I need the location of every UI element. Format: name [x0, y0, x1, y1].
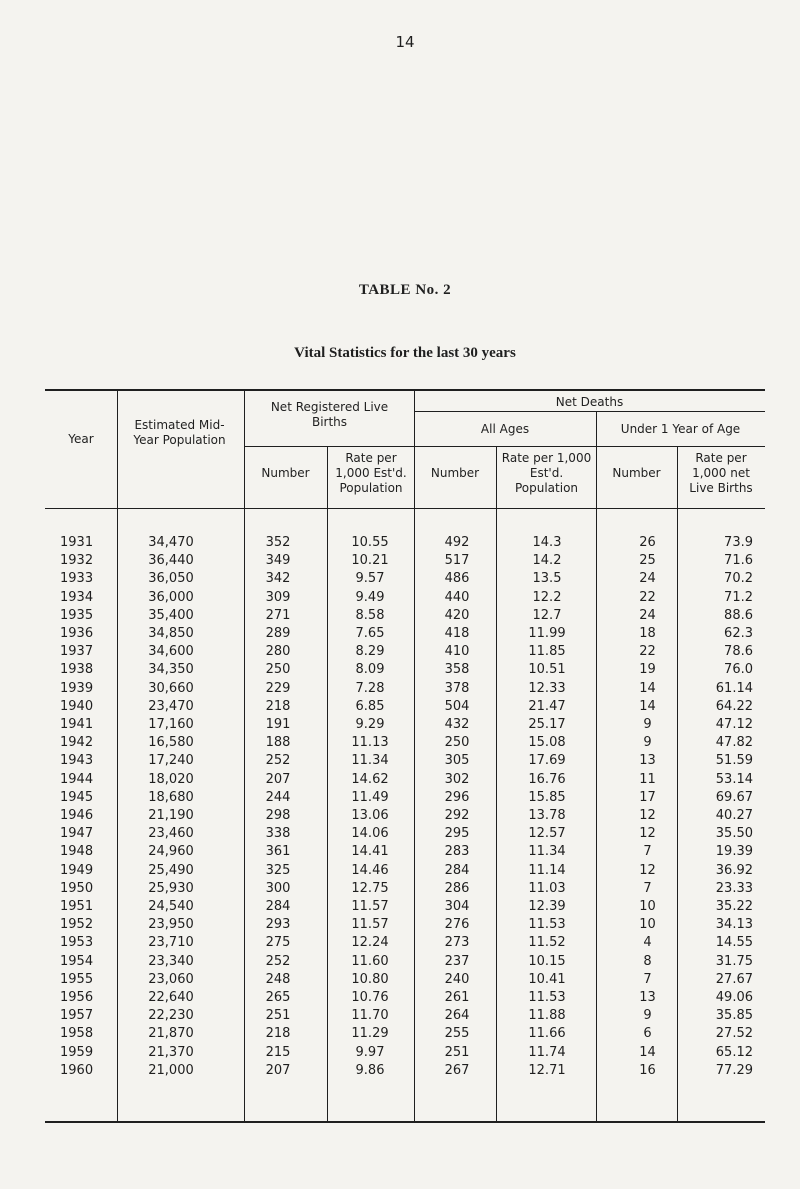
cell-death-rate: 11.34 — [528, 844, 566, 859]
table-header-rule — [45, 508, 765, 509]
cell-births: 309 — [265, 590, 291, 605]
cell-year: 1946 — [60, 808, 94, 823]
cell-infant-rate: 14.55 — [715, 935, 753, 950]
cell-birth-rate: 9.57 — [355, 571, 385, 586]
cell-births: 250 — [265, 662, 291, 677]
cell-infant-rate: 62.3 — [724, 626, 753, 641]
cell-birth-rate: 9.97 — [355, 1045, 385, 1060]
cell-deaths: 284 — [444, 863, 470, 878]
cell-birth-rate: 8.29 — [355, 644, 385, 659]
cell-year: 1945 — [60, 790, 94, 805]
cell-deaths: 264 — [444, 1008, 470, 1023]
cell-year: 1931 — [60, 535, 94, 550]
cell-death-rate: 13.5 — [532, 571, 562, 586]
cell-infant-rate: 71.2 — [724, 590, 753, 605]
cell-infant-deaths: 7 — [643, 881, 652, 896]
cell-population: 36,000 — [148, 590, 194, 605]
cell-death-rate: 11.85 — [528, 644, 566, 659]
cell-deaths: 261 — [444, 990, 470, 1005]
page-number: 14 — [395, 33, 415, 51]
cell-population: 30,660 — [148, 681, 194, 696]
births-group-rule — [244, 446, 414, 447]
cell-infant-rate: 53.14 — [715, 772, 753, 787]
cell-infant-deaths: 17 — [639, 790, 656, 805]
cell-infant-rate: 47.82 — [715, 735, 753, 750]
cell-death-rate: 10.51 — [528, 662, 566, 677]
cell-deaths: 492 — [444, 535, 470, 550]
cell-deaths: 358 — [444, 662, 470, 677]
cell-infant-rate: 69.67 — [715, 790, 753, 805]
cell-death-rate: 14.2 — [532, 553, 562, 568]
cell-death-rate: 25.17 — [528, 717, 566, 732]
cell-year: 1944 — [60, 772, 94, 787]
cell-population: 35,400 — [148, 608, 194, 623]
cell-infant-rate: 76.0 — [724, 662, 753, 677]
cell-infant-deaths: 26 — [639, 535, 656, 550]
cell-infant-rate: 65.12 — [715, 1045, 753, 1060]
table-row — [45, 644, 765, 660]
cell-birth-rate: 11.70 — [351, 1008, 389, 1023]
cell-births: 275 — [265, 935, 291, 950]
cell-death-rate: 17.69 — [528, 753, 566, 768]
cell-population: 23,470 — [148, 699, 194, 714]
cell-deaths: 517 — [444, 553, 470, 568]
cell-population: 22,640 — [148, 990, 194, 1005]
cell-births: 284 — [265, 899, 291, 914]
cell-population: 22,230 — [148, 1008, 194, 1023]
cell-deaths: 440 — [444, 590, 470, 605]
cell-infant-deaths: 8 — [643, 954, 652, 969]
cell-infant-rate: 35.50 — [715, 826, 753, 841]
cell-infant-deaths: 10 — [639, 899, 656, 914]
header-infant-rate: Rate per 1,000 net Live Births — [689, 451, 753, 495]
cell-infant-deaths: 12 — [639, 863, 656, 878]
cell-births: 338 — [265, 826, 291, 841]
table-row — [45, 1045, 765, 1061]
cell-infant-deaths: 22 — [639, 644, 656, 659]
cell-population: 23,060 — [148, 972, 194, 987]
cell-infant-deaths: 9 — [643, 1008, 652, 1023]
cell-population: 36,050 — [148, 571, 194, 586]
cell-infant-rate: 27.52 — [715, 1026, 753, 1041]
cell-year: 1951 — [60, 899, 94, 914]
cell-infant-rate: 73.9 — [724, 535, 753, 550]
cell-population: 24,960 — [148, 844, 194, 859]
cell-infant-deaths: 9 — [643, 735, 652, 750]
cell-deaths: 504 — [444, 699, 470, 714]
cell-population: 17,240 — [148, 753, 194, 768]
cell-year: 1959 — [60, 1045, 94, 1060]
table-row — [45, 681, 765, 697]
cell-infant-deaths: 14 — [639, 681, 656, 696]
cell-death-rate: 11.53 — [528, 917, 566, 932]
table-row — [45, 590, 765, 606]
cell-deaths: 255 — [444, 1026, 470, 1041]
table-row — [45, 1026, 765, 1042]
cell-birth-rate: 11.57 — [351, 917, 389, 932]
cell-population: 23,460 — [148, 826, 194, 841]
cell-birth-rate: 8.58 — [355, 608, 385, 623]
table-row — [45, 1063, 765, 1079]
cell-birth-rate: 10.76 — [351, 990, 389, 1005]
cell-population: 17,160 — [148, 717, 194, 732]
table-row — [45, 863, 765, 879]
cell-birth-rate: 14.46 — [351, 863, 389, 878]
cell-deaths: 237 — [444, 954, 470, 969]
cell-year: 1947 — [60, 826, 94, 841]
cell-population: 21,190 — [148, 808, 194, 823]
cell-infant-deaths: 24 — [639, 571, 656, 586]
cell-birth-rate: 10.80 — [351, 972, 389, 987]
cell-births: 252 — [265, 954, 291, 969]
cell-births: 248 — [265, 972, 291, 987]
cell-infant-rate: 23.33 — [715, 881, 753, 896]
cell-death-rate: 11.52 — [528, 935, 566, 950]
header-infant-number: Number — [612, 466, 661, 480]
table-row — [45, 954, 765, 970]
cell-births: 215 — [265, 1045, 291, 1060]
table-row — [45, 1008, 765, 1024]
cell-year: 1952 — [60, 917, 94, 932]
cell-deaths: 420 — [444, 608, 470, 623]
cell-birth-rate: 14.41 — [351, 844, 389, 859]
cell-population: 34,470 — [148, 535, 194, 550]
cell-birth-rate: 12.24 — [351, 935, 389, 950]
cell-year: 1935 — [60, 608, 94, 623]
cell-birth-rate: 7.65 — [355, 626, 385, 641]
cell-birth-rate: 11.13 — [351, 735, 389, 750]
cell-births: 218 — [265, 699, 291, 714]
cell-deaths: 305 — [444, 753, 470, 768]
cell-infant-deaths: 13 — [639, 753, 656, 768]
cell-population: 23,340 — [148, 954, 194, 969]
cell-year: 1957 — [60, 1008, 94, 1023]
cell-deaths: 418 — [444, 626, 470, 641]
cell-year: 1953 — [60, 935, 94, 950]
cell-births: 265 — [265, 990, 291, 1005]
cell-death-rate: 14.3 — [532, 535, 562, 550]
cell-infant-deaths: 6 — [643, 1026, 652, 1041]
cell-deaths: 378 — [444, 681, 470, 696]
cell-infant-rate: 27.67 — [715, 972, 753, 987]
cell-births: 298 — [265, 808, 291, 823]
cell-birth-rate: 10.55 — [351, 535, 389, 550]
cell-births: 349 — [265, 553, 291, 568]
cell-birth-rate: 11.60 — [351, 954, 389, 969]
cell-year: 1937 — [60, 644, 94, 659]
cell-birth-rate: 9.86 — [355, 1063, 385, 1078]
cell-birth-rate: 11.49 — [351, 790, 389, 805]
cell-births: 325 — [265, 863, 291, 878]
cell-death-rate: 16.76 — [528, 772, 566, 787]
table-row — [45, 535, 765, 551]
cell-population: 34,600 — [148, 644, 194, 659]
cell-infant-deaths: 10 — [639, 917, 656, 932]
table-row — [45, 553, 765, 569]
table-row — [45, 717, 765, 733]
table-row — [45, 626, 765, 642]
cell-population: 23,710 — [148, 935, 194, 950]
cell-population: 34,850 — [148, 626, 194, 641]
cell-deaths: 276 — [444, 917, 470, 932]
cell-infant-rate: 31.75 — [715, 954, 753, 969]
cell-deaths: 304 — [444, 899, 470, 914]
header-under-one: Under 1 Year of Age — [620, 422, 741, 436]
cell-births: 251 — [265, 1008, 291, 1023]
cell-infant-rate: 35.85 — [715, 1008, 753, 1023]
cell-population: 16,580 — [148, 735, 194, 750]
cell-infant-deaths: 11 — [639, 772, 656, 787]
cell-infant-rate: 36.92 — [715, 863, 753, 878]
cell-infant-rate: 88.6 — [724, 608, 753, 623]
cell-infant-deaths: 25 — [639, 553, 656, 568]
cell-deaths: 251 — [444, 1045, 470, 1060]
cell-infant-deaths: 7 — [643, 844, 652, 859]
table-row — [45, 826, 765, 842]
cell-births: 352 — [265, 535, 291, 550]
cell-death-rate: 12.7 — [532, 608, 562, 623]
cell-births: 300 — [265, 881, 291, 896]
cell-deaths: 302 — [444, 772, 470, 787]
cell-deaths: 286 — [444, 881, 470, 896]
cell-infant-rate: 35.22 — [715, 899, 753, 914]
cell-death-rate: 15.08 — [528, 735, 566, 750]
cell-births: 280 — [265, 644, 291, 659]
cell-birth-rate: 13.06 — [351, 808, 389, 823]
table-row — [45, 844, 765, 860]
cell-infant-deaths: 14 — [639, 1045, 656, 1060]
cell-birth-rate: 14.62 — [351, 772, 389, 787]
table-row — [45, 935, 765, 951]
table-row — [45, 881, 765, 897]
table-row — [45, 699, 765, 715]
table-row — [45, 772, 765, 788]
cell-year: 1949 — [60, 863, 94, 878]
header-births-rate: Rate per 1,000 Est'd. Population — [335, 451, 407, 495]
cell-death-rate: 13.78 — [528, 808, 566, 823]
cell-infant-rate: 51.59 — [715, 753, 753, 768]
cell-infant-deaths: 18 — [639, 626, 656, 641]
cell-births: 289 — [265, 626, 291, 641]
cell-population: 18,680 — [148, 790, 194, 805]
cell-year: 1938 — [60, 662, 94, 677]
cell-births: 244 — [265, 790, 291, 805]
cell-birth-rate: 10.21 — [351, 553, 389, 568]
cell-population: 23,950 — [148, 917, 194, 932]
cell-infant-rate: 61.14 — [715, 681, 753, 696]
table-bottom-rule — [45, 1121, 765, 1123]
table-row — [45, 899, 765, 915]
cell-deaths: 432 — [444, 717, 470, 732]
cell-death-rate: 12.57 — [528, 826, 566, 841]
header-deaths-rate: Rate per 1,000 Est'd. Population — [501, 451, 592, 495]
cell-infant-deaths: 12 — [639, 808, 656, 823]
cell-infant-deaths: 9 — [643, 717, 652, 732]
cell-death-rate: 12.33 — [528, 681, 566, 696]
cell-deaths: 486 — [444, 571, 470, 586]
cell-birth-rate: 11.29 — [351, 1026, 389, 1041]
cell-births: 252 — [265, 753, 291, 768]
table-subtitle: Vital Statistics for the last 30 years — [294, 345, 516, 361]
cell-year: 1932 — [60, 553, 94, 568]
table-row — [45, 972, 765, 988]
table-row — [45, 790, 765, 806]
cell-year: 1948 — [60, 844, 94, 859]
header-births-number: Number — [261, 466, 310, 480]
cell-births: 188 — [265, 735, 291, 750]
cell-birth-rate: 14.06 — [351, 826, 389, 841]
table-title: TABLE No. 2 — [358, 282, 452, 298]
deaths-subgroup-rule — [414, 446, 765, 447]
cell-population: 34,350 — [148, 662, 194, 677]
cell-year: 1942 — [60, 735, 94, 750]
cell-infant-rate: 19.39 — [715, 844, 753, 859]
cell-birth-rate: 8.09 — [355, 662, 385, 677]
cell-infant-deaths: 22 — [639, 590, 656, 605]
cell-death-rate: 10.15 — [528, 954, 566, 969]
table-row — [45, 917, 765, 933]
cell-birth-rate: 9.29 — [355, 717, 385, 732]
table-row — [45, 753, 765, 769]
header-births-group: Net Registered Live Births — [270, 400, 389, 429]
cell-infant-deaths: 16 — [639, 1063, 656, 1078]
cell-births: 342 — [265, 571, 291, 586]
cell-deaths: 292 — [444, 808, 470, 823]
cell-infant-rate: 70.2 — [724, 571, 753, 586]
cell-death-rate: 12.71 — [528, 1063, 566, 1078]
cell-deaths: 410 — [444, 644, 470, 659]
header-deaths-group: Net Deaths — [555, 395, 624, 409]
cell-births: 271 — [265, 608, 291, 623]
cell-infant-deaths: 19 — [639, 662, 656, 677]
cell-births: 361 — [265, 844, 291, 859]
cell-births: 191 — [265, 717, 291, 732]
table-top-rule — [45, 389, 765, 391]
cell-death-rate: 15.85 — [528, 790, 566, 805]
cell-death-rate: 11.88 — [528, 1008, 566, 1023]
table-row — [45, 608, 765, 624]
cell-births: 218 — [265, 1026, 291, 1041]
cell-year: 1934 — [60, 590, 94, 605]
table-row — [45, 990, 765, 1006]
cell-infant-rate: 49.06 — [715, 990, 753, 1005]
cell-population: 24,540 — [148, 899, 194, 914]
cell-year: 1954 — [60, 954, 94, 969]
table-row — [45, 662, 765, 678]
cell-infant-deaths: 13 — [639, 990, 656, 1005]
cell-infant-rate: 71.6 — [724, 553, 753, 568]
cell-deaths: 240 — [444, 972, 470, 987]
cell-population: 25,930 — [148, 881, 194, 896]
cell-population: 21,000 — [148, 1063, 194, 1078]
cell-deaths: 273 — [444, 935, 470, 950]
cell-deaths: 267 — [444, 1063, 470, 1078]
cell-births: 207 — [265, 1063, 291, 1078]
cell-deaths: 296 — [444, 790, 470, 805]
cell-death-rate: 10.41 — [528, 972, 566, 987]
cell-year: 1940 — [60, 699, 94, 714]
cell-death-rate: 11.99 — [528, 626, 566, 641]
cell-death-rate: 11.66 — [528, 1026, 566, 1041]
cell-infant-rate: 64.22 — [715, 699, 753, 714]
cell-deaths: 283 — [444, 844, 470, 859]
cell-year: 1941 — [60, 717, 94, 732]
cell-population: 36,440 — [148, 553, 194, 568]
cell-infant-rate: 77.29 — [715, 1063, 753, 1078]
cell-death-rate: 11.74 — [528, 1045, 566, 1060]
cell-infant-deaths: 7 — [643, 972, 652, 987]
cell-birth-rate: 9.49 — [355, 590, 385, 605]
cell-year: 1955 — [60, 972, 94, 987]
cell-year: 1960 — [60, 1063, 94, 1078]
cell-death-rate: 12.39 — [528, 899, 566, 914]
cell-death-rate: 12.2 — [532, 590, 562, 605]
cell-infant-deaths: 12 — [639, 826, 656, 841]
cell-population: 18,020 — [148, 772, 194, 787]
cell-population: 21,370 — [148, 1045, 194, 1060]
cell-death-rate: 21.47 — [528, 699, 566, 714]
header-population: Estimated Mid-Year Population — [133, 418, 226, 447]
cell-birth-rate: 7.28 — [355, 681, 385, 696]
cell-birth-rate: 12.75 — [351, 881, 389, 896]
table-row — [45, 808, 765, 824]
cell-birth-rate: 11.34 — [351, 753, 389, 768]
cell-deaths: 250 — [444, 735, 470, 750]
cell-death-rate: 11.53 — [528, 990, 566, 1005]
cell-deaths: 295 — [444, 826, 470, 841]
cell-population: 21,870 — [148, 1026, 194, 1041]
cell-death-rate: 11.14 — [528, 863, 566, 878]
cell-year: 1950 — [60, 881, 94, 896]
cell-infant-deaths: 4 — [643, 935, 652, 950]
cell-year: 1936 — [60, 626, 94, 641]
header-all-ages: All Ages — [480, 422, 530, 436]
cell-death-rate: 11.03 — [528, 881, 566, 896]
cell-births: 207 — [265, 772, 291, 787]
cell-infant-rate: 47.12 — [715, 717, 753, 732]
table-row — [45, 571, 765, 587]
deaths-group-rule — [414, 411, 765, 412]
cell-year: 1956 — [60, 990, 94, 1005]
cell-infant-rate: 40.27 — [715, 808, 753, 823]
cell-year: 1943 — [60, 753, 94, 768]
cell-infant-deaths: 24 — [639, 608, 656, 623]
table-row — [45, 735, 765, 751]
cell-infant-deaths: 14 — [639, 699, 656, 714]
cell-year: 1958 — [60, 1026, 94, 1041]
cell-birth-rate: 11.57 — [351, 899, 389, 914]
cell-year: 1939 — [60, 681, 94, 696]
cell-birth-rate: 6.85 — [355, 699, 385, 714]
header-deaths-number: Number — [430, 466, 480, 480]
cell-infant-rate: 34.13 — [715, 917, 753, 932]
cell-births: 293 — [265, 917, 291, 932]
cell-year: 1933 — [60, 571, 94, 586]
header-year: Year — [68, 432, 94, 446]
cell-population: 25,490 — [148, 863, 194, 878]
cell-infant-rate: 78.6 — [724, 644, 753, 659]
cell-births: 229 — [265, 681, 291, 696]
